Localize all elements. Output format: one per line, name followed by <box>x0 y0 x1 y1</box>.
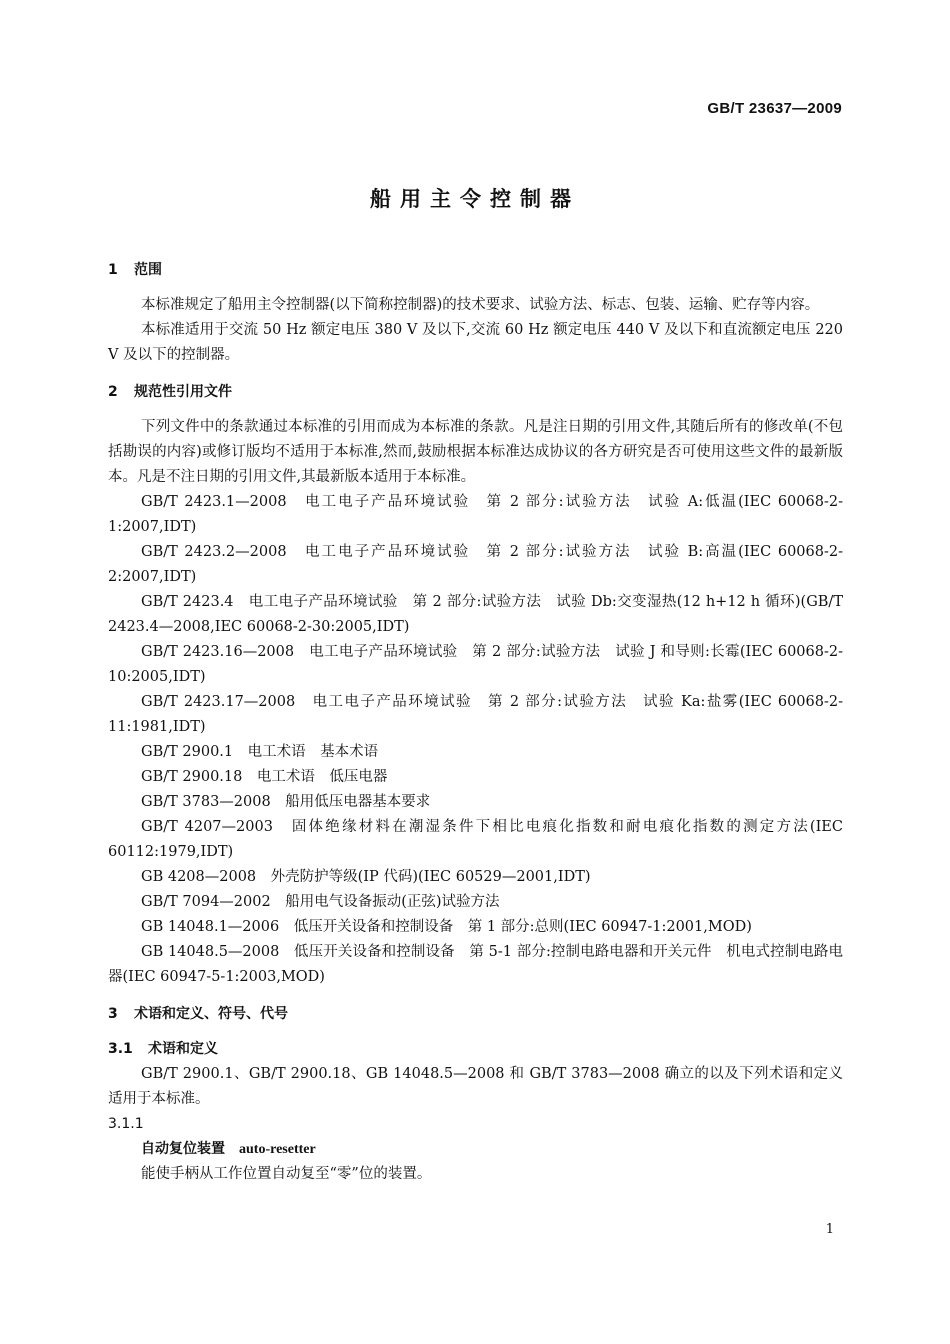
reference-item: GB/T 2423.16—2008 电工电子产品环境试验 第 2 部分:试验方法 试验 J 和导则:长霉(IEC 60068-2-10:2005,IDT) <box>108 644 843 685</box>
term-entry <box>108 1137 843 1162</box>
reference-item: GB/T 2423.4 电工电子产品环境试验 第 2 部分:试验方法 试验 Db:交变湿热(12 h+12 h 循环)(GB/T 2423.4—2008,IEC 60068-2-30:2005,IDT) <box>108 594 843 635</box>
section-number: 3 <box>108 1006 118 1022</box>
paragraph: 本标准适用于交流 50 Hz 额定电压 380 V 及以下,交流 60 Hz 额定电压 440 V 及以下和直流额定电压 220 V 及以下的控制器。 <box>108 322 843 363</box>
section-title: 范围 <box>134 262 162 278</box>
section-3-heading <box>108 1002 843 1027</box>
reference-item: GB/T 2900.18 电工术语 低压电器 <box>141 769 388 785</box>
reference-item: GB/T 2423.1—2008 电工电子产品环境试验 第 2 部分:试验方法 试验 A:低温(IEC 60068-2-1:2007,IDT) <box>108 494 843 535</box>
reference-item: GB/T 2423.2—2008 电工电子产品环境试验 第 2 部分:试验方法 试验 B:高温(IEC 60068-2-2:2007,IDT) <box>108 544 843 585</box>
section-2-heading <box>108 380 843 405</box>
section-title: 术语和定义、符号、代号 <box>134 1006 288 1022</box>
subsection-title: 术语和定义 <box>148 1041 218 1057</box>
reference-item: GB 14048.5—2008 低压开关设备和控制设备 第 5-1 部分:控制电路电器和开关元件 机电式控制电路电器(IEC 60947-5-1:2003,MOD) <box>108 944 843 985</box>
paragraph: 下列文件中的条款通过本标准的引用而成为本标准的条款。凡是注日期的引用文件,其随后所有的修改单(不包括勘误的内容)或修订版均不适用于本标准,然而,鼓励根据本标准达成协议的各方研究是否可使用这些文件的最新版本。凡是不注日期的引用文件,其最新版本适用于本标准。 <box>108 419 843 485</box>
section-title: 规范性引用文件 <box>134 384 232 400</box>
section-1-heading <box>108 258 843 283</box>
reference-item: GB/T 3783—2008 船用低压电器基本要求 <box>141 794 431 810</box>
reference-item: GB/T 7094—2002 船用电气设备振动(正弦)试验方法 <box>141 894 500 910</box>
clause-number: 3.1.1 <box>108 1116 144 1132</box>
subsection-number: 3.1 <box>108 1041 133 1057</box>
document-body <box>108 258 843 1187</box>
subsection-3-1-heading <box>108 1037 843 1062</box>
paragraph: GB/T 2900.1、GB/T 2900.18、GB 14048.5—2008 和 GB/T 3783—2008 确立的以及下列术语和定义适用于本标准。 <box>108 1066 843 1107</box>
document-title: 船用主令控制器 <box>370 187 580 211</box>
reference-item: GB/T 2423.17—2008 电工电子产品环境试验 第 2 部分:试验方法 试验 Ka:盐雾(IEC 60068-2-11:1981,IDT) <box>108 694 843 735</box>
paragraph: 本标准规定了船用主令控制器(以下简称控制器)的技术要求、试验方法、标志、包装、运输、贮存等内容。 <box>141 297 820 313</box>
page-number: 1 <box>825 1222 834 1237</box>
term-english: auto-resetter <box>239 1142 316 1157</box>
reference-item: GB/T 2900.1 电工术语 基本术语 <box>141 744 379 760</box>
document-number: GB/T 23637—2009 <box>707 100 842 117</box>
term-chinese: 自动复位装置 <box>141 1141 225 1157</box>
section-number: 2 <box>108 384 118 400</box>
reference-item: GB/T 4207—2003 固体绝缘材料在潮湿条件下相比电痕化指数和耐电痕化指数的测定方法(IEC 60112:1979,IDT) <box>108 819 843 860</box>
reference-item: GB 4208—2008 外壳防护等级(IP 代码)(IEC 60529—2001,IDT) <box>141 869 591 885</box>
term-definition: 能使手柄从工作位置自动复至“零”位的装置。 <box>141 1166 432 1182</box>
reference-item: GB 14048.1—2006 低压开关设备和控制设备 第 1 部分:总则(IEC 60947-1:2001,MOD) <box>141 919 752 935</box>
section-number: 1 <box>108 262 118 278</box>
